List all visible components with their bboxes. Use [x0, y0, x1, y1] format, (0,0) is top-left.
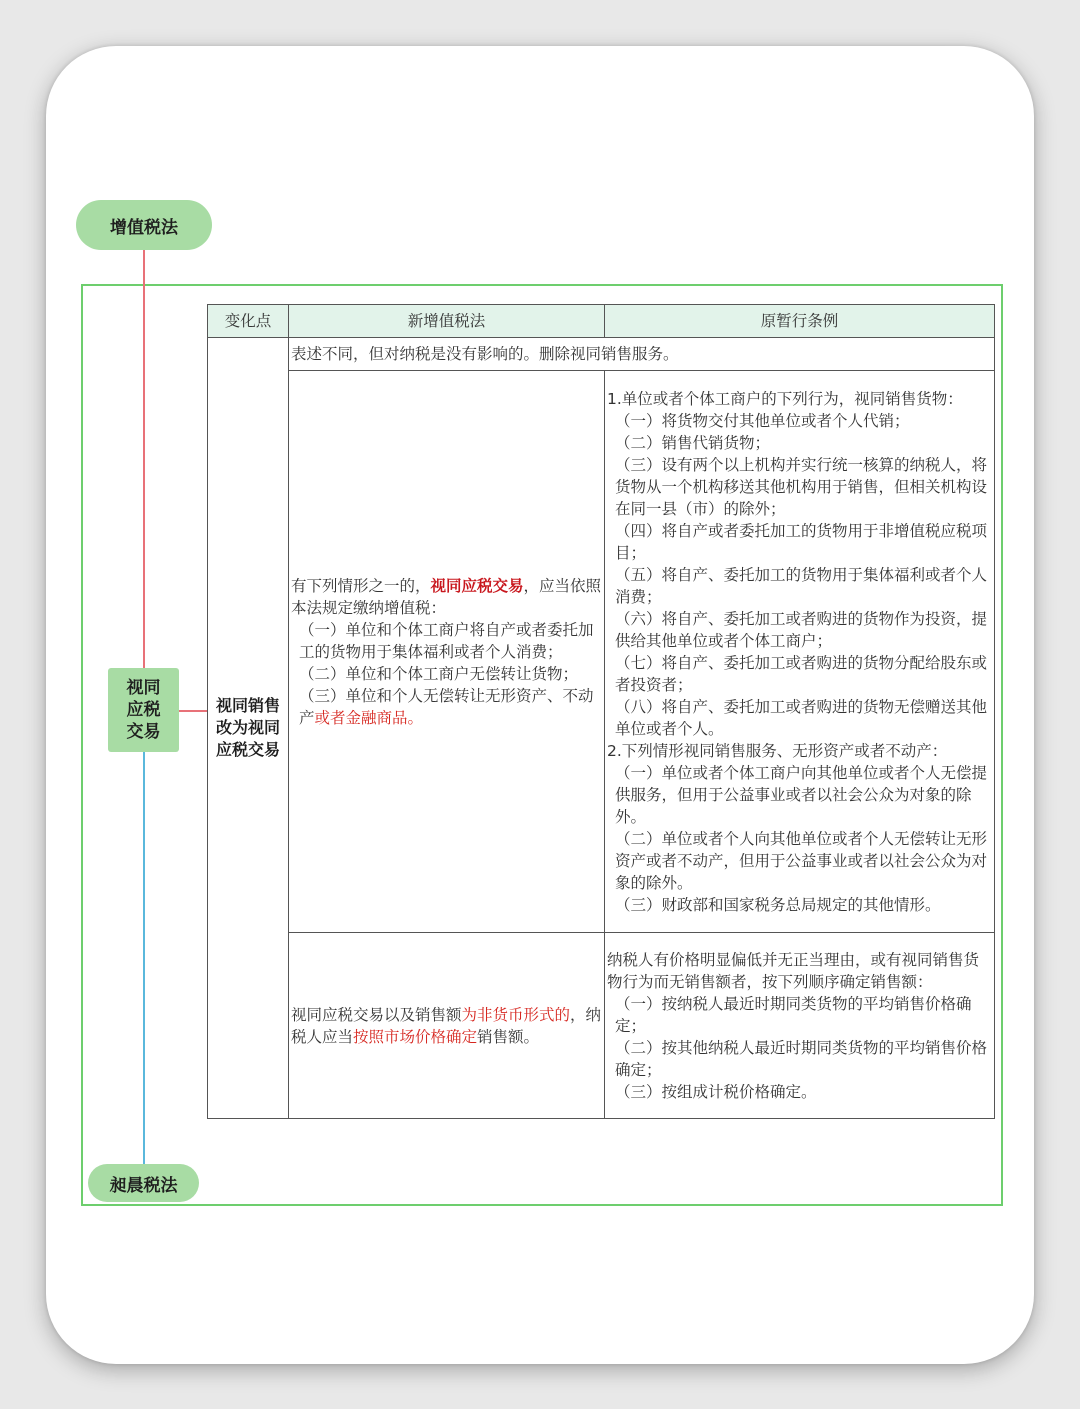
list-item: （二）销售代销货物； — [615, 433, 771, 452]
new-law-sales-text: 视同应税交易以及销售额为非货币形式的，纳税人应当按照市场价格确定销售额。 — [291, 1005, 602, 1046]
branch-node-label: 视同应税交易 — [126, 678, 161, 742]
new-law-deemed-cell — [289, 371, 605, 933]
list-item: （一）按纳税人最近时期同类货物的平均销售价格确定； — [615, 994, 972, 1035]
summary-cell: 表述不同，但对纳税是没有影响的。删除视同销售服务。 — [289, 338, 995, 371]
header-old-regulation: 原暂行条例 — [605, 305, 995, 338]
table-row-sales-amount — [208, 933, 995, 1119]
list-item: （二）按其他纳税人最近时期同类货物的平均销售价格确定； — [615, 1038, 988, 1079]
list-item: （五）将自产、委托加工的货物用于集体福利或者个人消费； — [615, 565, 988, 606]
new-law-item-3: （三）单位和个人无偿转让无形资产、不动产或者金融商品。 — [299, 686, 594, 727]
table-row-summary — [208, 338, 995, 371]
header-change-point: 变化点 — [208, 305, 289, 338]
list-item: 2.下列情形视同销售服务、无形资产或者不动产： — [607, 741, 948, 760]
highlight-financial-products: 或者金融商品。 — [314, 708, 424, 727]
table-row-deemed-items — [208, 371, 995, 933]
connector-line-bottom — [143, 752, 145, 1170]
footer-node-brand[interactable]: 昶晨税法 — [88, 1164, 199, 1202]
old-regulation-deemed-cell — [605, 371, 995, 933]
list-item: 1.单位或者个体工商户的下列行为，视同销售货物： — [607, 389, 963, 408]
list-item: （二）单位或者个人向其他单位或者个人无偿转让无形资产或者不动产，但用于公益事业或者以社会公众为对象的除外。 — [615, 829, 988, 892]
new-law-item-2: （二）单位和个体工商户无偿转让货物； — [299, 664, 579, 683]
connector-line-branch — [179, 710, 207, 712]
root-node-vat-law[interactable]: 增值税法 — [76, 200, 212, 250]
change-point-cell: 视同销售改为视同应税交易 — [208, 338, 289, 1119]
list-item: （三）财政部和国家税务总局规定的其他情形。 — [615, 895, 941, 914]
header-new-vat-law: 新增值税法 — [289, 305, 605, 338]
table-header-row — [208, 305, 995, 338]
list-item: （八）将自产、委托加工或者购进的货物无偿赠送其他单位或者个人。 — [615, 697, 988, 738]
new-law-sales-cell — [289, 933, 605, 1119]
highlight-market-price: 按照市场价格确定 — [353, 1027, 478, 1046]
new-law-intro: 有下列情形之一的，视同应税交易，应当依照本法规定缴纳增值税： — [291, 576, 602, 617]
list-item: （三）设有两个以上机构并实行统一核算的纳税人，将货物从一个机构移送其他机构用于销售，但相关机构设在同一县（市）的除外； — [615, 455, 988, 518]
list-item: （一）将货物交付其他单位或者个人代销； — [615, 411, 910, 430]
old-regulation-sales-cell — [605, 933, 995, 1119]
list-item: （七）将自产、委托加工或者购进的货物分配给股东或者投资者； — [615, 653, 988, 694]
list-item: （一）单位或者个体工商户向其他单位或者个人无偿提供服务，但用于公益事业或者以社会公众为对象的除外。 — [615, 763, 988, 826]
list-item: （四）将自产或者委托加工的货物用于非增值税应税项目； — [615, 521, 988, 562]
highlight-deemed-taxable: 视同应税交易 — [430, 576, 524, 595]
branch-node-deemed-taxable[interactable] — [108, 668, 179, 752]
list-item: （三）按组成计税价格确定。 — [615, 1082, 817, 1101]
comparison-table — [207, 304, 995, 1119]
list-item: （六）将自产、委托加工或者购进的货物作为投资，提供给其他单位或者个体工商户； — [615, 609, 988, 650]
new-law-item-1: （一）单位和个体工商户将自产或者委托加工的货物用于集体福利或者个人消费； — [299, 620, 594, 661]
list-item: 纳税人有价格明显偏低并无正当理由，或有视同销售货物行为而无销售额者，按下列顺序确定销售额： — [607, 950, 980, 991]
highlight-non-monetary: 为非货币形式的 — [461, 1005, 571, 1024]
connector-line-top — [143, 246, 145, 670]
